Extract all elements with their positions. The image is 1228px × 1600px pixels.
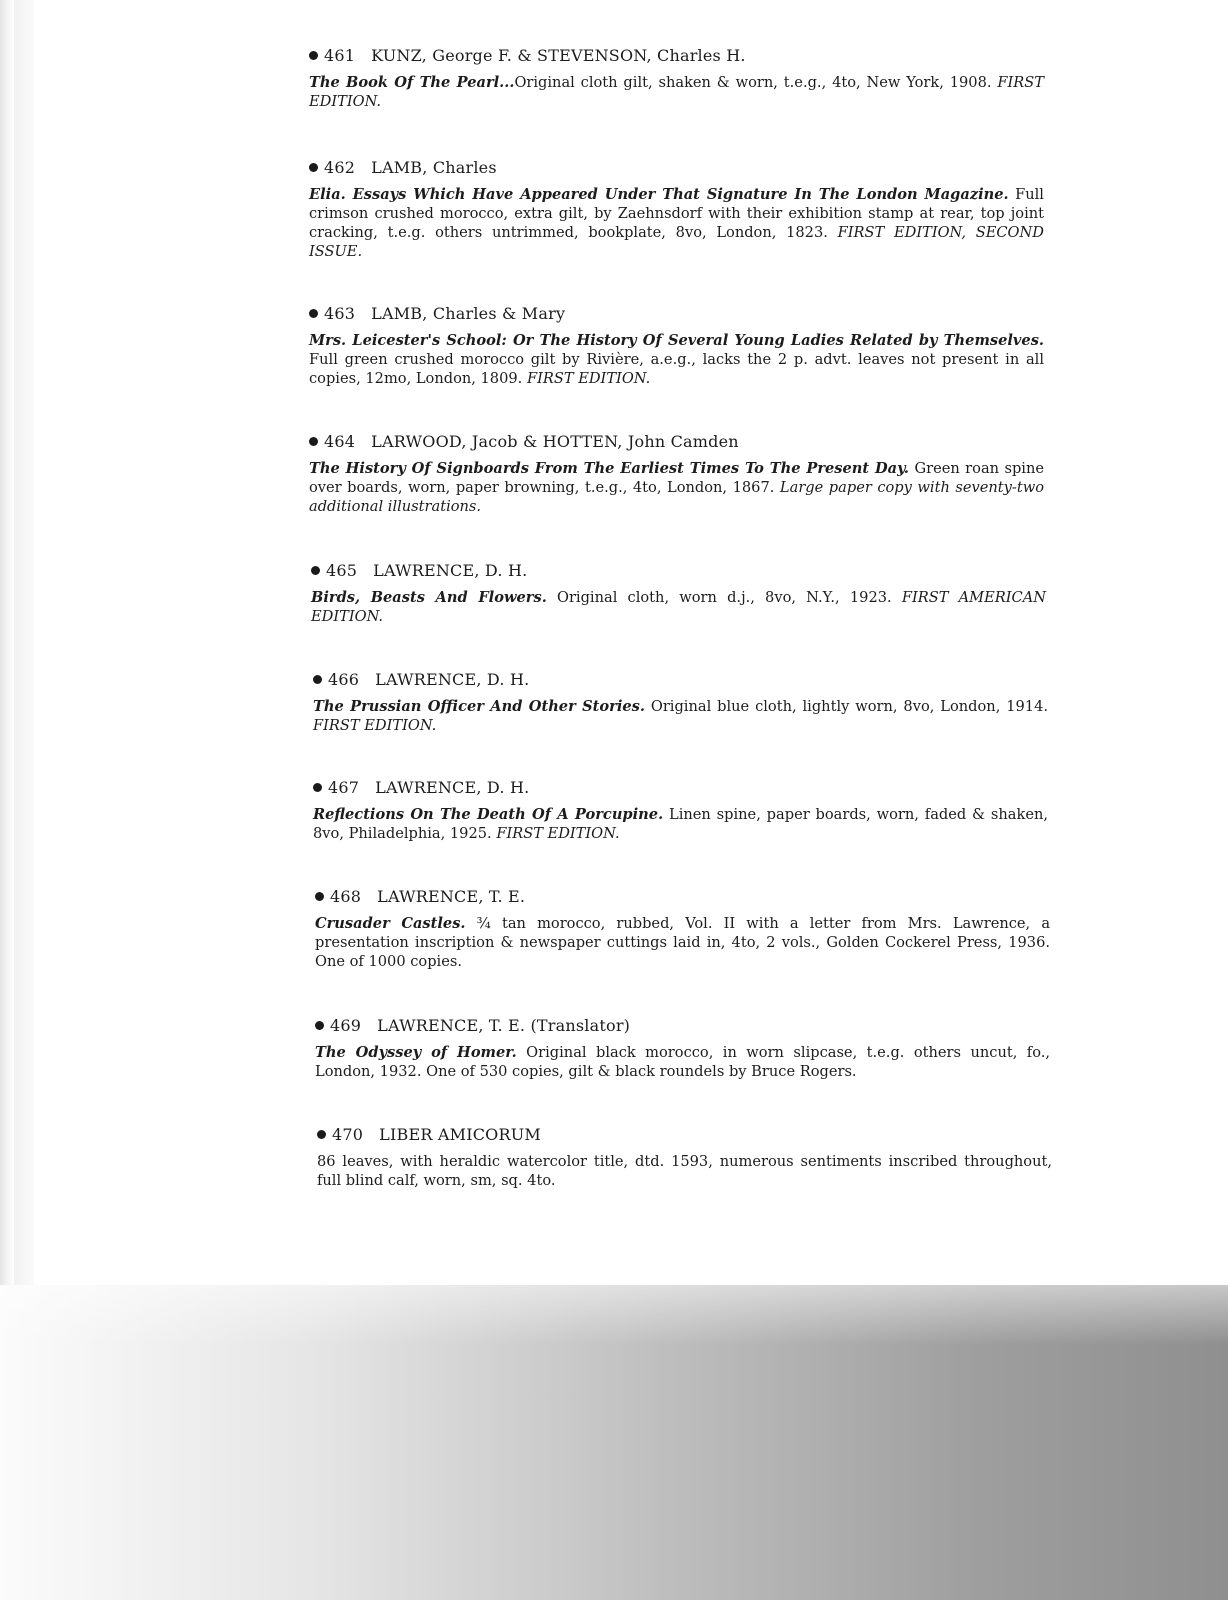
bullet-icon [309,163,318,172]
lot-number: 462 [324,158,356,177]
bullet-icon [313,783,322,792]
edition-note: Large paper copy with seventy-two additional illustrations. [309,479,1044,515]
lot-number: 464 [324,432,356,451]
book-title: The History Of Signboards From The Earliest Times To The Present Day. [309,460,910,477]
author-name: LAWRENCE, T. E. [377,887,526,906]
lot-number: 470 [332,1125,364,1144]
edition-note: FIRST EDITION, SECOND ISSUE. [309,224,1044,260]
author-name: LIBER AMICORUM [379,1125,541,1144]
entry-heading [315,1016,1050,1036]
description-text: Green roan spine over boards, worn, paper browning, t.e.g., 4to, London, 1867. [309,460,1045,496]
catalog-entry-465 [311,561,1046,626]
book-title: Birds, Beasts And Flowers. [311,589,547,606]
description-text: 86 leaves, with heraldic watercolor title, dtd. 1593, numerous sentiments inscribed throughout, full blind calf, worn, sm, sq. 4to. [317,1153,1052,1189]
catalog-entry-462 [309,158,1044,261]
entry-heading [309,158,1044,178]
entry-heading [309,432,1044,452]
author-name: LAMB, Charles & Mary [371,304,566,323]
description-text: Original cloth gilt, shaken & worn, t.e.g., 4to, New York, 1908. [514,74,992,91]
entry-heading [315,887,1050,907]
book-title: Elia. Essays Which Have Appeared Under That Signature In The London Magazine. [309,186,1009,203]
edition-note: FIRST EDITION. [313,717,437,734]
lot-number: 465 [326,561,358,580]
entry-description [317,1152,1052,1190]
edition-note: FIRST AMERICAN EDITION. [311,589,1046,625]
lot-number: 463 [324,304,356,323]
catalog-entry-468 [315,887,1050,971]
entry-heading [317,1125,1052,1145]
entry-heading [313,670,1048,690]
bullet-icon [311,566,320,575]
entry-description [309,459,1044,516]
author-name: LAMB, Charles [371,158,497,177]
entry-heading [311,561,1046,581]
description-text: Original blue cloth, lightly worn, 8vo, London, 1914. [650,698,1049,715]
entry-description [313,805,1048,843]
entry-description [311,588,1046,626]
description-text: Full green crushed morocco gilt by Rivière, a.e.g., lacks the 2 p. advt. leaves not present in all copies, 12mo, London, 1809. [309,351,1044,387]
book-title: Reflections On The Death Of A Porcupine. [313,806,664,823]
author-name: LAWRENCE, D. H. [375,778,530,797]
catalog-entry-461 [309,46,1044,111]
edition-note: FIRST EDITION. [526,370,651,387]
entry-description [309,331,1044,388]
entry-description [309,73,1044,111]
entry-heading [309,304,1044,324]
book-title: Crusader Castles. [315,915,466,932]
catalog-entry-463 [309,304,1044,388]
lot-number: 467 [328,778,360,797]
description-text: Full crimson crushed morocco, extra gilt, by Zaehnsdorf with their exhibition stamp at rear, top joint cracking, t.e.g. others untrimmed, bookplate, 8vo, London, 1823. [309,186,1044,241]
entry-heading [313,778,1048,798]
catalog-entry-464 [309,432,1044,516]
description-text: Linen spine, paper boards, worn, faded & shaken, 8vo, Philadelphia, 1925. [313,806,1049,842]
book-title: The Prussian Officer And Other Stories. [313,698,645,715]
catalog-entry-466 [313,670,1048,735]
book-title: The Odyssey of Homer. [315,1044,517,1061]
edition-note: FIRST EDITION. [496,825,620,842]
lot-number: 468 [330,887,362,906]
bullet-icon [309,51,318,60]
bullet-icon [315,892,324,901]
book-title: Mrs. Leicester's School: Or The History Of Several Young Ladies Related by Themselves. [309,332,1044,349]
edition-note: FIRST EDITION. [309,74,1045,110]
lot-number: 469 [330,1016,362,1035]
bullet-icon [313,675,322,684]
description-text: ¾ tan morocco, rubbed, Vol. II with a letter from Mrs. Lawrence, a presentation inscription & newspaper cuttings laid in, 4to, 2 vols., Golden Cockerel Press, 1936. One of 1000 copies. [315,915,1051,970]
entry-description [315,1043,1050,1081]
catalog-entry-469 [315,1016,1050,1081]
catalog-entry-467 [313,778,1048,843]
lot-number: 461 [324,46,356,65]
description-text: Original black morocco, in worn slipcase, t.e.g. others uncut, fo., London, 1932. One of 530 copies, gilt & black roundels by Bruce Rogers. [315,1044,1051,1080]
entry-description [309,185,1044,261]
bullet-icon [309,309,318,318]
entry-heading [309,46,1044,66]
author-name: LAWRENCE, T. E. (Translator) [377,1016,631,1035]
description-text: Original cloth, worn d.j., 8vo, N.Y., 1923. [556,589,892,606]
author-name: LAWRENCE, D. H. [375,670,530,689]
author-name: LARWOOD, Jacob & HOTTEN, John Camden [371,432,739,451]
author-name: LAWRENCE, D. H. [373,561,528,580]
bullet-icon [317,1130,326,1139]
lot-number: 466 [328,670,360,689]
author-name: KUNZ, George F. & STEVENSON, Charles H. [371,46,746,65]
scanner-background [0,1285,1228,1600]
entry-description [315,914,1050,971]
catalog-entry-470 [317,1125,1052,1190]
bullet-icon [309,437,318,446]
bullet-icon [315,1021,324,1030]
entry-description [313,697,1048,735]
book-title: The Book Of The Pearl... [309,74,515,91]
